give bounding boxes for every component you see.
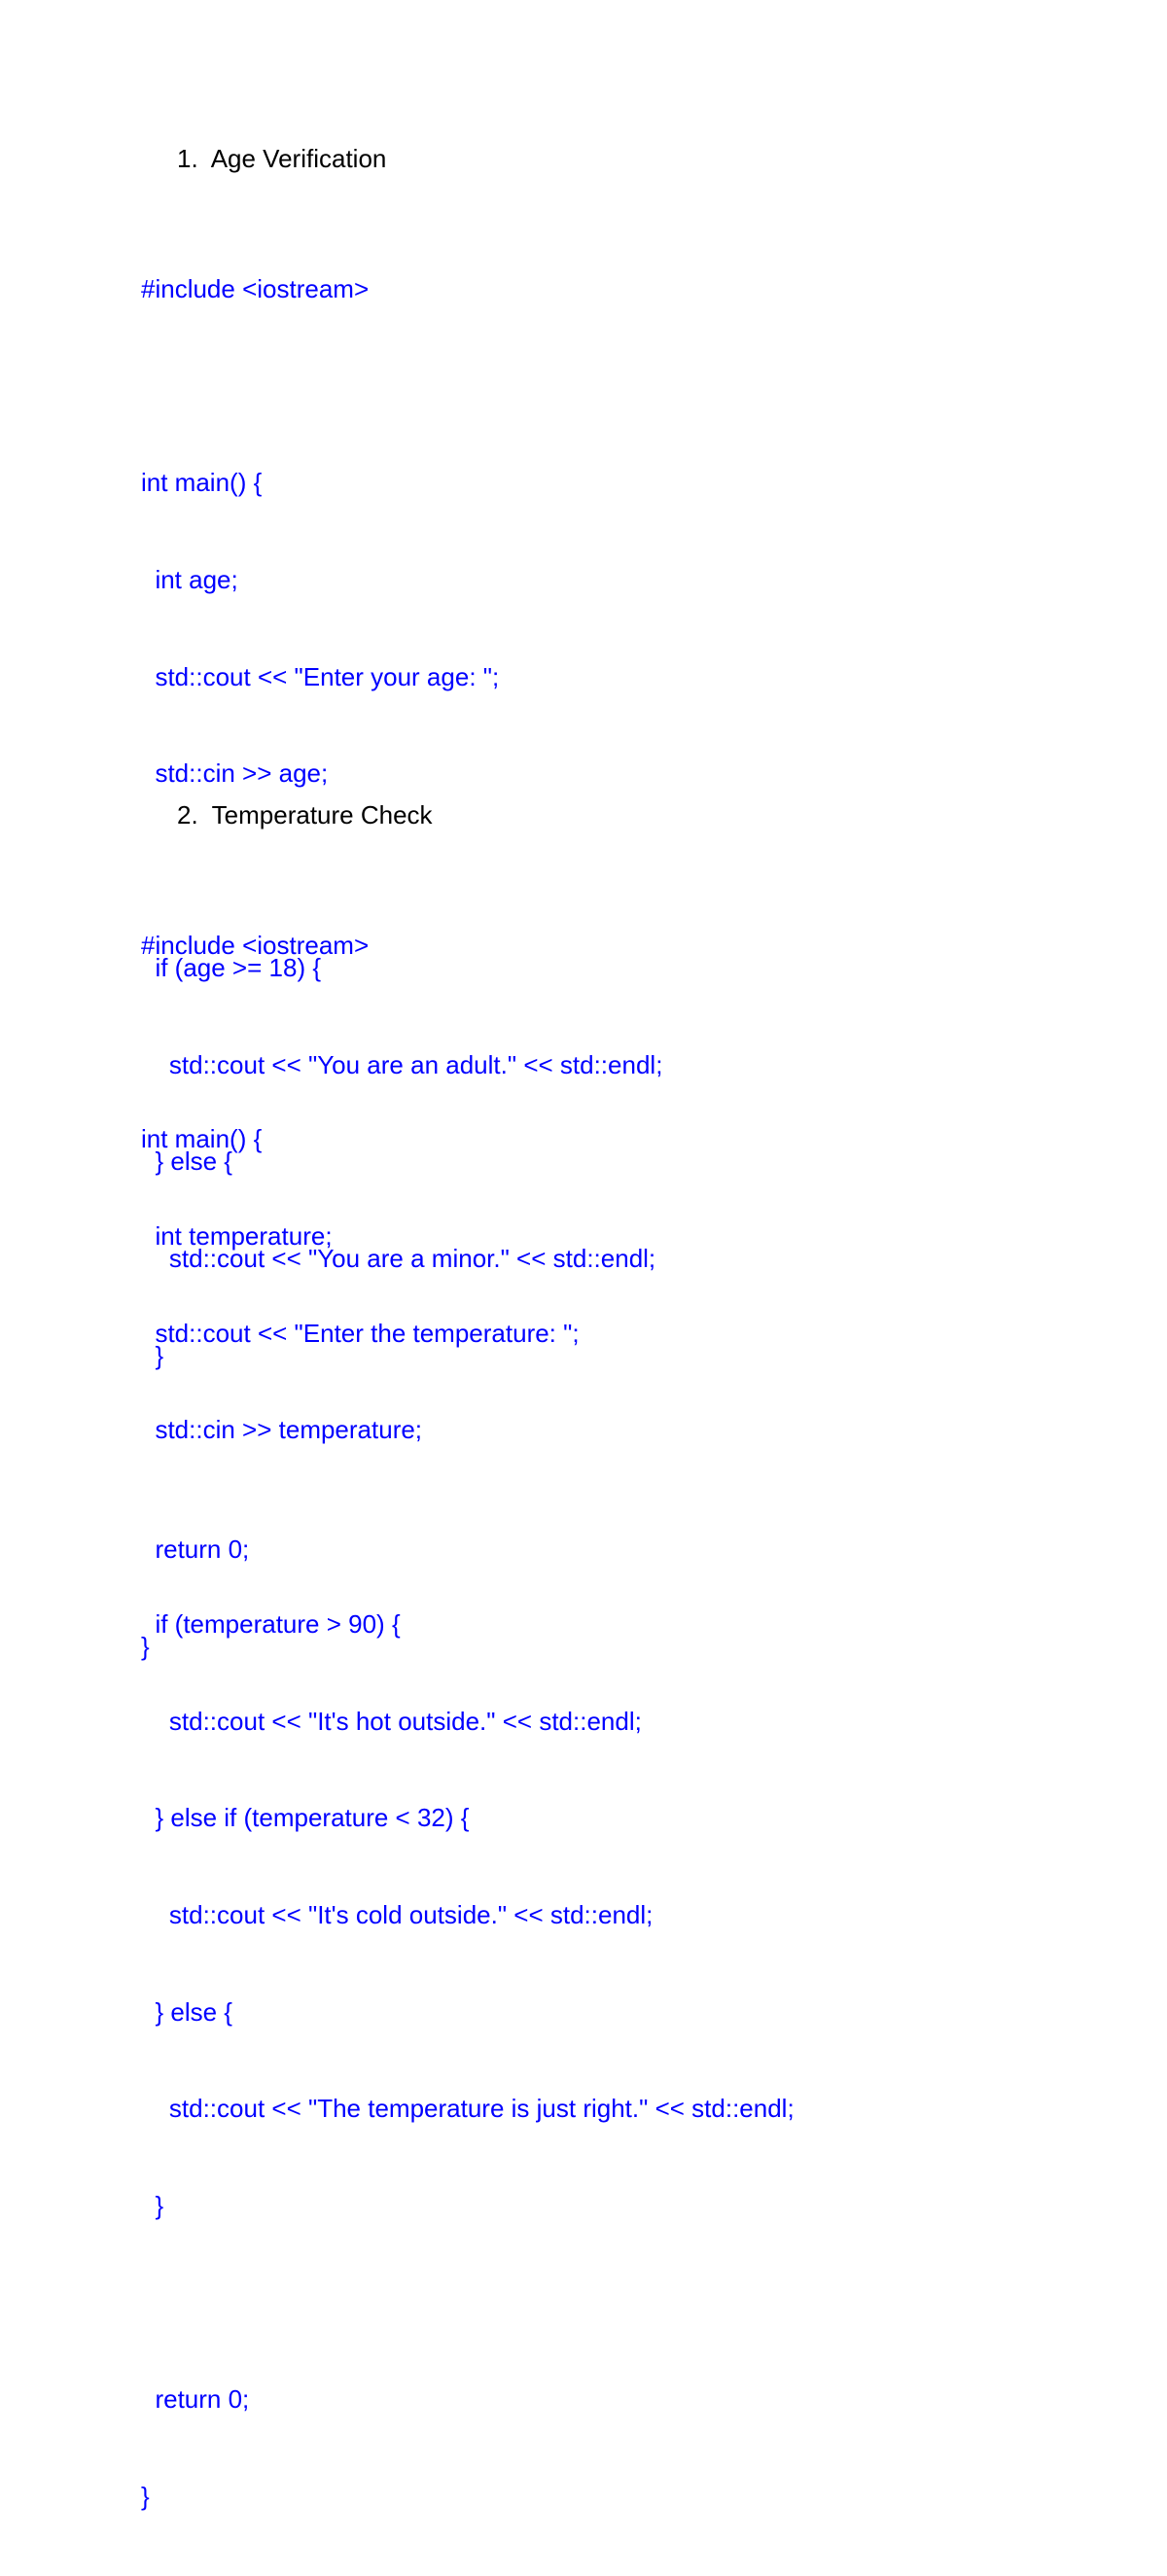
code-line: return 0; [141, 1534, 250, 1564]
code-line: int main() { [141, 1124, 263, 1154]
code-line: } else { [141, 1996, 232, 2027]
code-line: } else { [141, 1147, 232, 1177]
code-line: std::cout << "You are an adult." << std::endl; [141, 1049, 663, 1079]
code-line: std::cout << "Enter the temperature: "; [141, 1318, 580, 1348]
code-line: } [141, 2482, 150, 2511]
code-line [141, 1509, 795, 1546]
code-line: #include <iostream> [141, 274, 370, 303]
code-line [141, 1025, 795, 1062]
code-line: int temperature; [141, 1221, 333, 1252]
section-heading-age-verification: 1. Age Verification [177, 144, 387, 173]
code-line: if (temperature > 90) { [141, 1608, 401, 1639]
code-line: return 0; [141, 2384, 250, 2415]
code-line: } [141, 2190, 164, 2220]
code-block-temperature-check [141, 867, 795, 2576]
code-line: std::cout << "The temperature is just right." << std::endl; [141, 2094, 795, 2124]
code-line: #include <iostream> [141, 931, 370, 960]
code-line [141, 2285, 795, 2322]
code-line: std::cout << "Enter your age: "; [141, 661, 500, 691]
code-line: std::cout << "It's cold outside." << std::endl; [141, 1899, 654, 1929]
code-line: std::cin >> age; [141, 759, 329, 789]
code-line: std::cin >> temperature; [141, 1415, 423, 1445]
section-heading-temperature-check: 2. Temperature Check [177, 800, 433, 829]
code-line: int age; [141, 565, 238, 595]
code-line: } else if (temperature < 32) { [141, 1803, 470, 1833]
code-line: } [141, 1340, 164, 1370]
code-line: } [141, 1631, 150, 1661]
code-line: int main() { [141, 468, 263, 498]
code-line: std::cout << "You are a minor." << std::endl; [141, 1243, 656, 1273]
code-line [141, 369, 662, 406]
code-line: if (age >= 18) { [141, 952, 322, 982]
code-line: std::cout << "It's hot outside." << std::endl; [141, 1706, 642, 1736]
